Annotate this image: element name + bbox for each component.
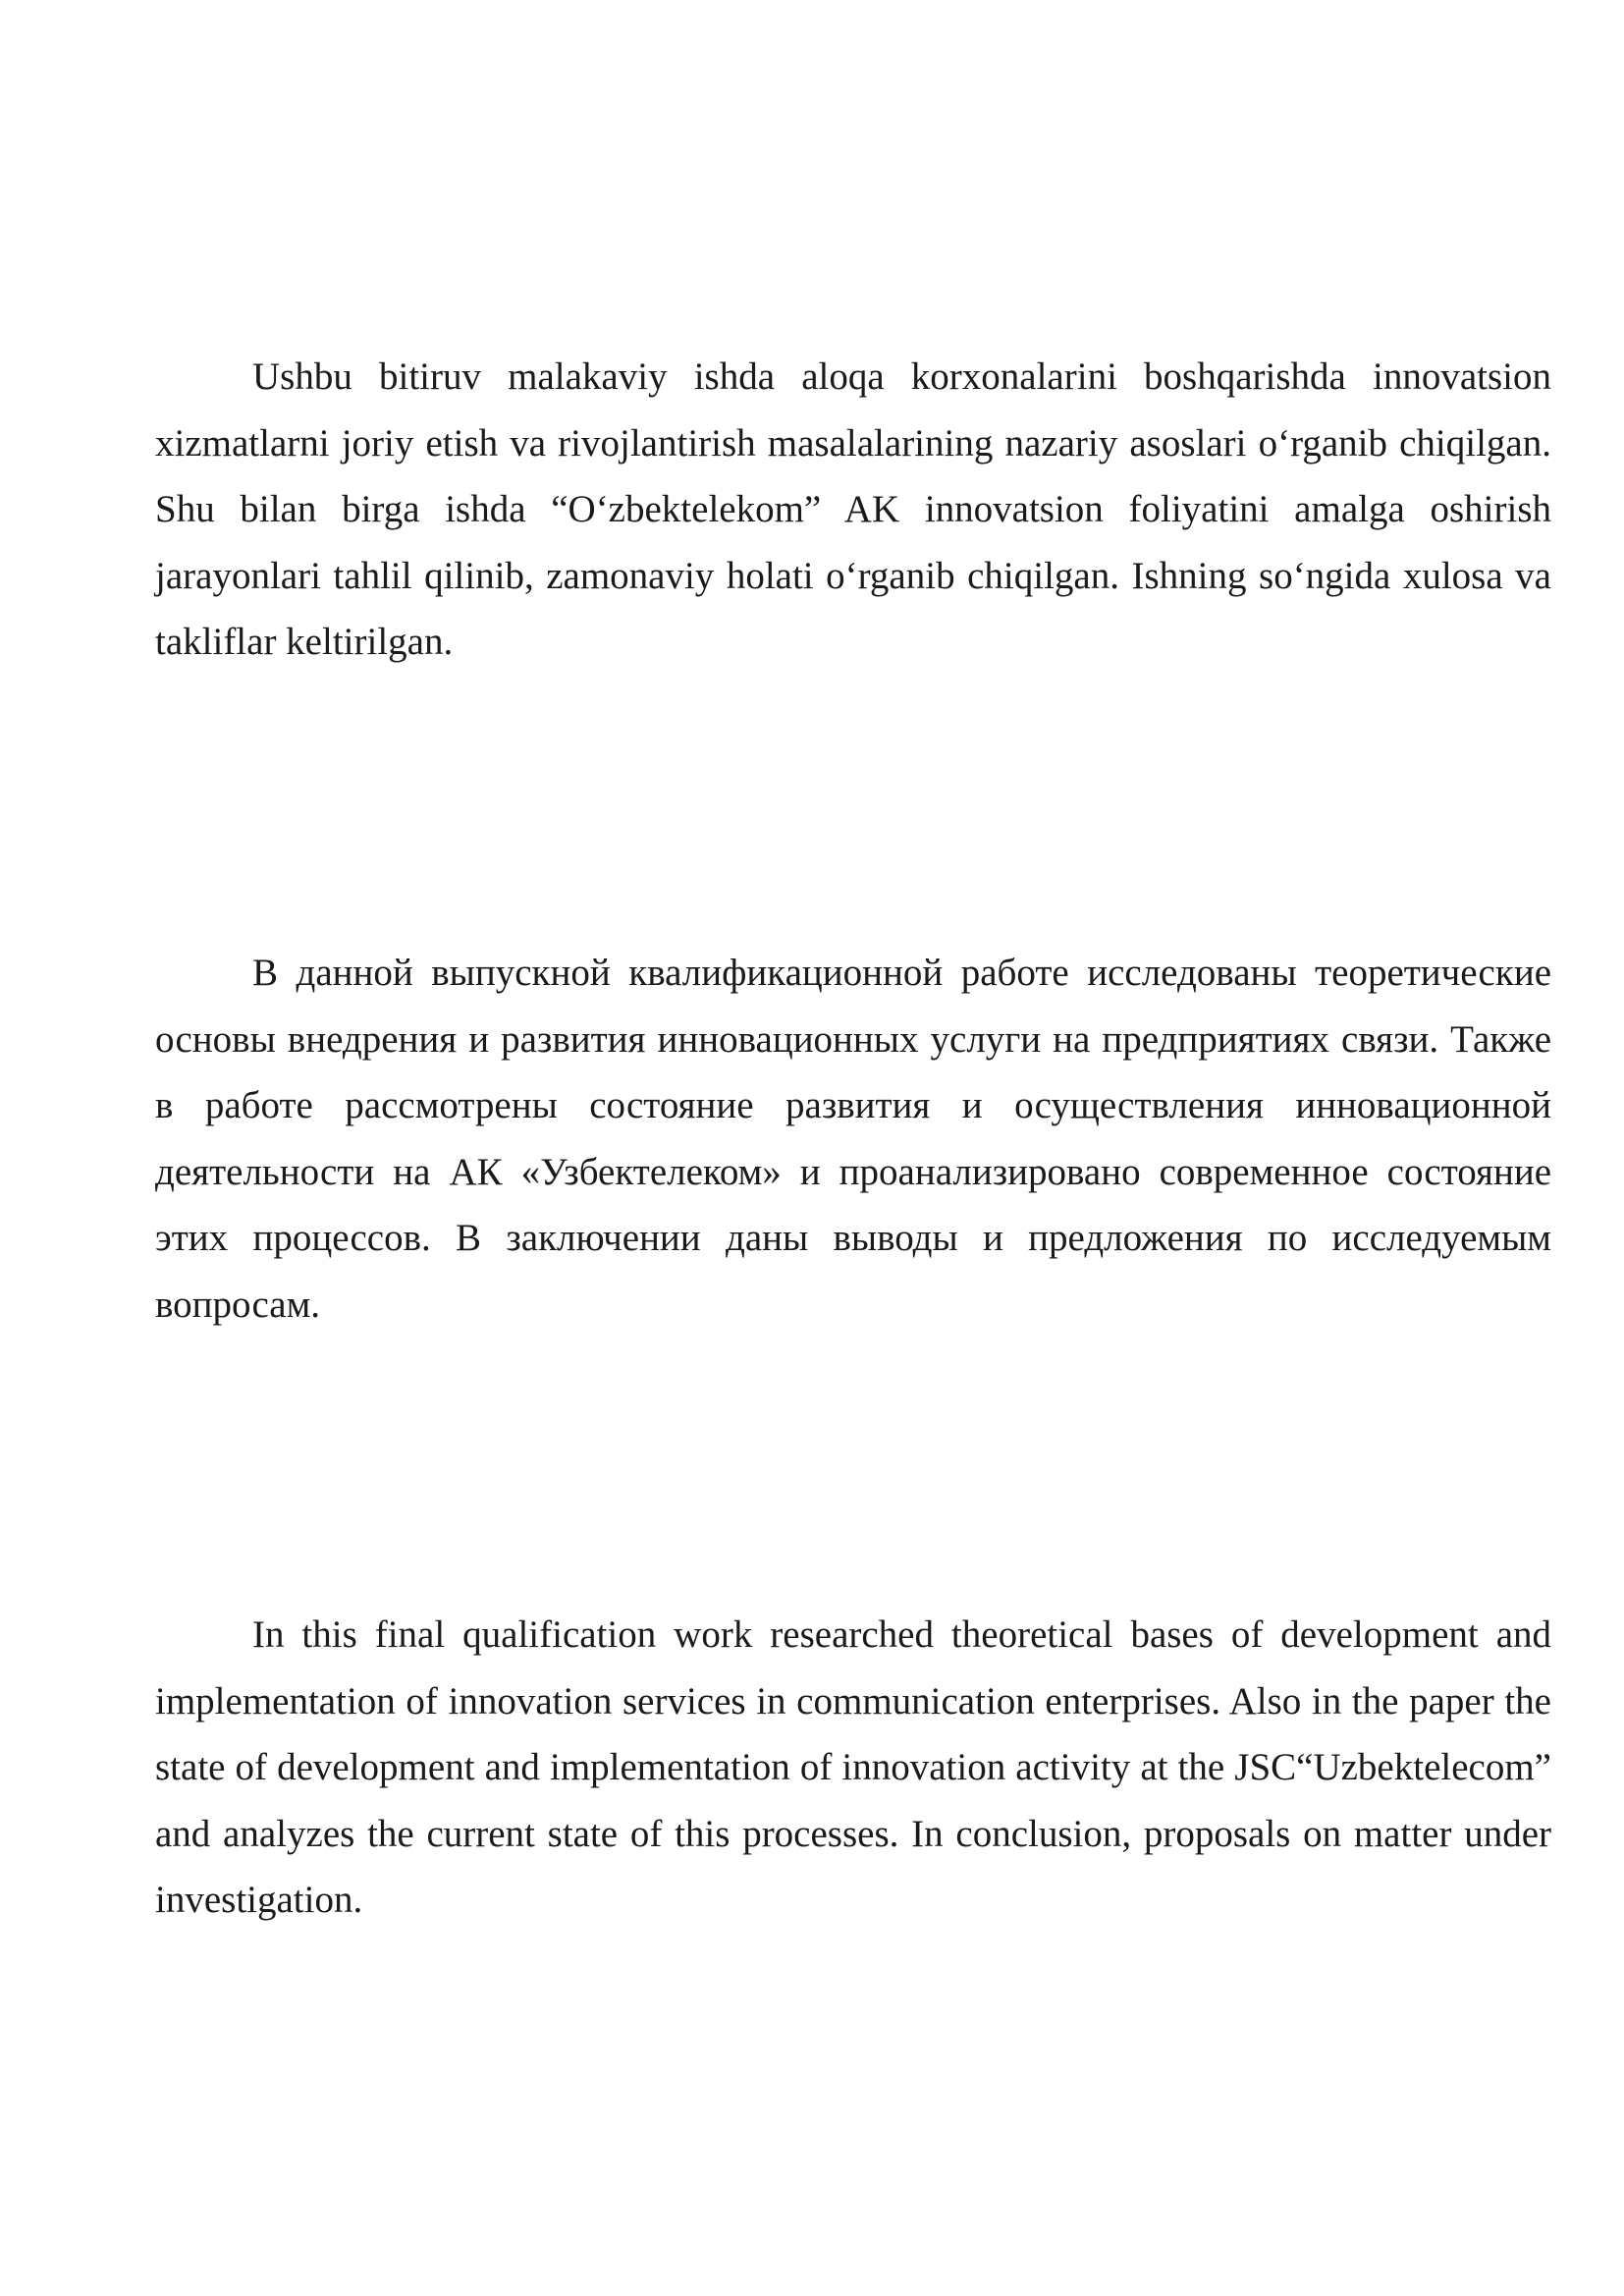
abstract-uzbek-paragraph: Ushbu bitiruv malakaviy ishda aloqa korxonalarini boshqarishda innovatsion xizmatlarni joriy etish va rivojlantirish masalalarining nazariy asoslari o‘rganib chiqilgan. Shu bilan birga ishda “O‘zbektelekom” AK innovatsion foliyatini amalga oshirish jarayonlari tahlil qilinib, zamonaviy holati o‘rganib chiqilgan. Ishning so‘ngida xulosa va takliflar keltirilgan. — [155, 355, 1551, 663]
abstract-russian-paragraph: В данной выпускной квалификационной работе исследованы теоретические основы внедрения и развития инновационных услуги на предприятиях связи. Также в работе рассмотрены состояние развития и осуществления инновационной деятельности на АК «Узбектелеком» и проанализировано современное состояние этих процессов. В заключении даны выводы и предложения по исследуемым вопросам. — [155, 952, 1551, 1326]
abstract-english-paragraph: In this final qualification work researched theoretical bases of development and implementation of innovation services in communication enterprises. Also in the paper the state of development and implementation of innovation activity at the JSC“Uzbektelecom” and analyzes the current state of this processes. In conclusion, proposals on matter under investigation. — [155, 1613, 1551, 1921]
